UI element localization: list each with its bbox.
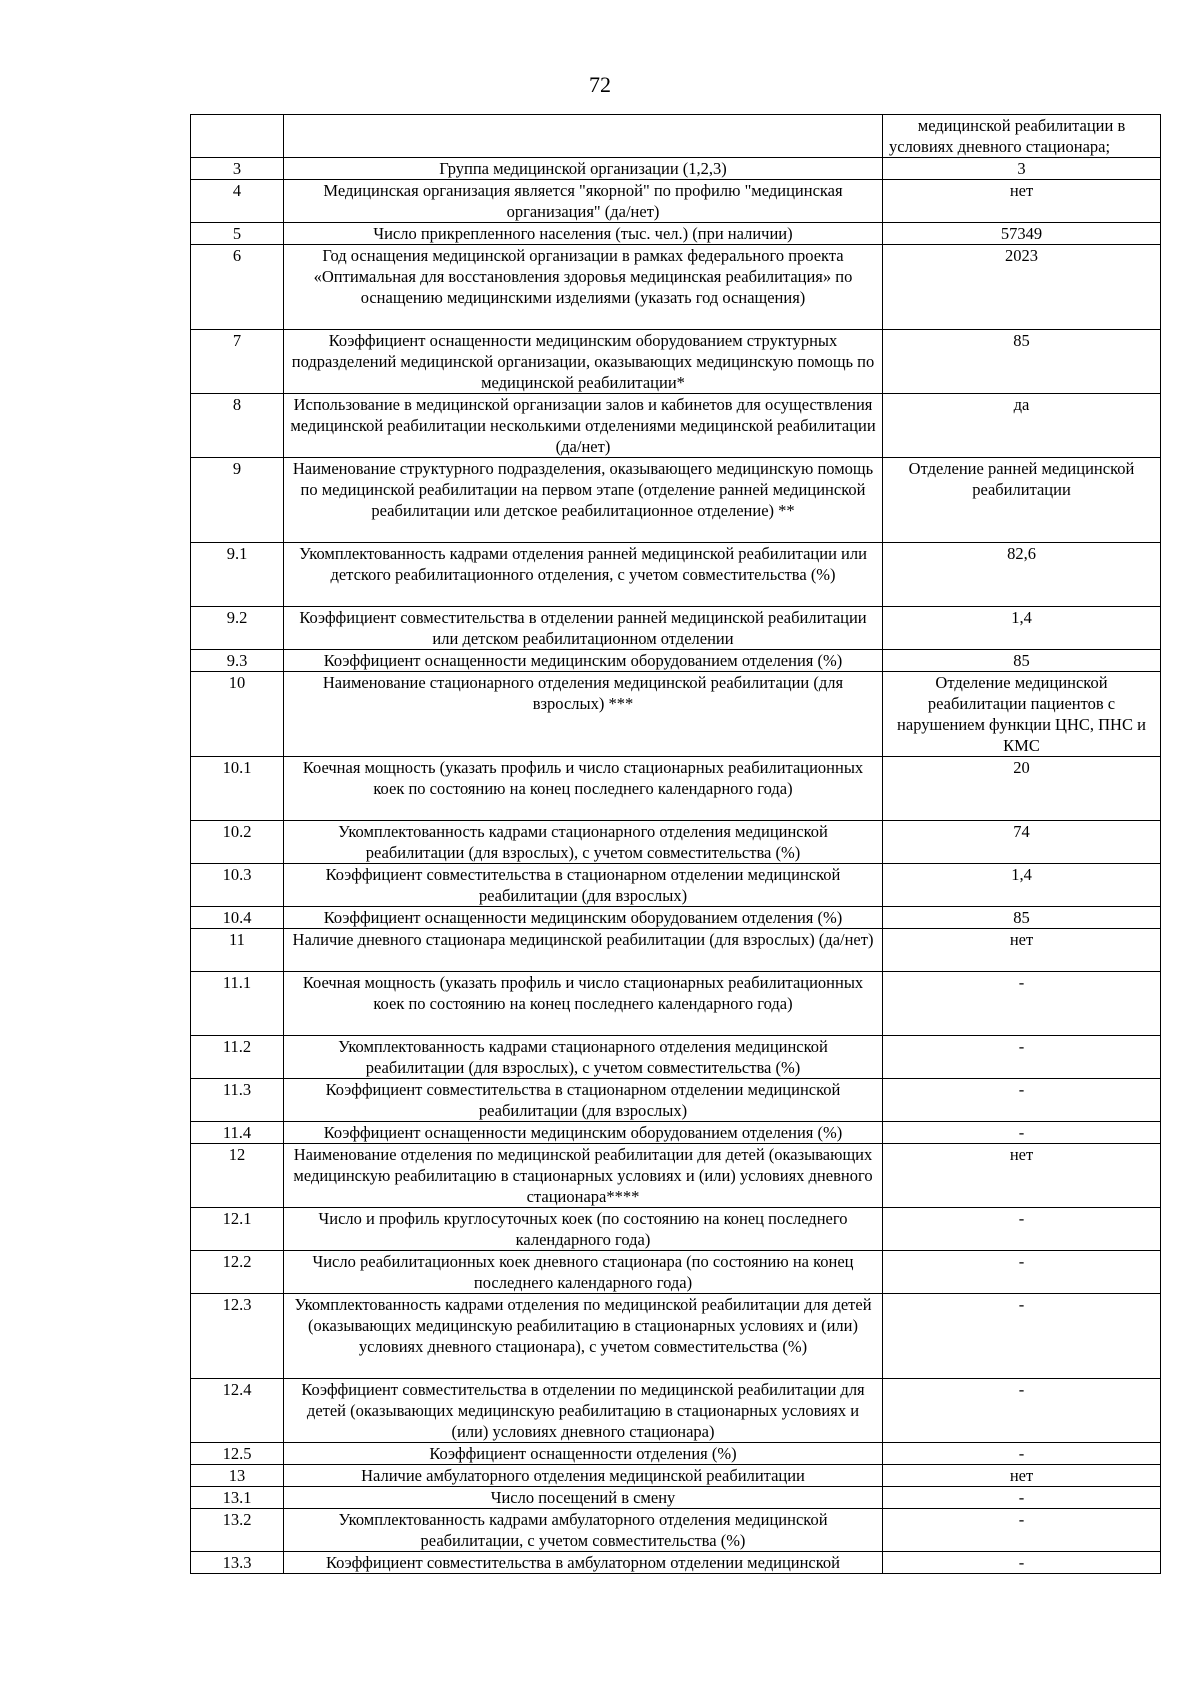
row-description-cell: Укомплектованность кадрами стационарного отделения медицинской реабилитации (для взрослых), с учетом совместительства (%)	[284, 1036, 883, 1079]
row-value-cell: 2023	[883, 245, 1161, 330]
row-value-cell: 82,6	[883, 543, 1161, 607]
row-description-cell: Укомплектованность кадрами отделения по медицинской реабилитации для детей (оказывающих медицинскую реабилитацию в стационарных условиях и (или) условиях дневного стационара), с учетом совместительства (%)	[284, 1294, 883, 1379]
row-description-cell: Медицинская организация является "якорной" по профилю "медицинская организация" (да/нет)	[284, 180, 883, 223]
row-value-cell: Отделение ранней медицинской реабилитации	[883, 458, 1161, 543]
table-row	[191, 650, 1161, 672]
row-number-cell	[191, 115, 284, 158]
table-row	[191, 1552, 1161, 1574]
row-value-cell: 1,4	[883, 607, 1161, 650]
row-description-cell: Число реабилитационных коек дневного стационара (по состоянию на конец последнего календарного года)	[284, 1251, 883, 1294]
table-row	[191, 1251, 1161, 1294]
row-value-cell: -	[883, 1509, 1161, 1552]
row-number-cell: 10.4	[191, 907, 284, 929]
row-value-cell: 85	[883, 330, 1161, 394]
row-description-cell: Укомплектованность кадрами амбулаторного отделения медицинской реабилитации, с учетом совместительства (%)	[284, 1509, 883, 1552]
table-row	[191, 543, 1161, 607]
table-row	[191, 1487, 1161, 1509]
row-number-cell: 11.4	[191, 1122, 284, 1144]
row-description-cell: Коэффициент совместительства в амбулаторном отделении медицинской	[284, 1552, 883, 1574]
row-number-cell: 12.1	[191, 1208, 284, 1251]
table-row	[191, 158, 1161, 180]
row-description-cell: Число посещений в смену	[284, 1487, 883, 1509]
row-value-cell: нет	[883, 180, 1161, 223]
table-body	[191, 115, 1161, 1574]
row-value-cell: -	[883, 1552, 1161, 1574]
row-value-cell: Отделение медицинской реабилитации пациентов с нарушением функции ЦНС, ПНС и КМС	[883, 672, 1161, 757]
row-value-cell: медицинской реабилитации в условиях дневного стационара;	[883, 115, 1161, 158]
row-value-cell: -	[883, 1443, 1161, 1465]
row-description-cell: Коэффициент оснащенности медицинским оборудованием отделения (%)	[284, 650, 883, 672]
row-number-cell: 9.2	[191, 607, 284, 650]
table-row	[191, 929, 1161, 972]
row-description-cell: Наличие амбулаторного отделения медицинской реабилитации	[284, 1465, 883, 1487]
row-description-cell: Использование в медицинской организации залов и кабинетов для осуществления медицинской реабилитации несколькими отделениями медицинской реабилитации (да/нет)	[284, 394, 883, 458]
row-description-cell: Наличие дневного стационара медицинской реабилитации (для взрослых) (да/нет)	[284, 929, 883, 972]
row-number-cell: 12	[191, 1144, 284, 1208]
table-row	[191, 1443, 1161, 1465]
row-value-cell: -	[883, 1208, 1161, 1251]
row-value-cell: -	[883, 972, 1161, 1036]
row-number-cell: 9	[191, 458, 284, 543]
row-value-cell: нет	[883, 1144, 1161, 1208]
table-row	[191, 1122, 1161, 1144]
row-number-cell: 9.3	[191, 650, 284, 672]
row-value-cell: -	[883, 1079, 1161, 1122]
row-number-cell: 11	[191, 929, 284, 972]
table-row	[191, 330, 1161, 394]
row-description-cell: Наименование стационарного отделения медицинской реабилитации (для взрослых) ***	[284, 672, 883, 757]
data-table	[190, 114, 1161, 1574]
table-row	[191, 864, 1161, 907]
table-row	[191, 757, 1161, 821]
row-number-cell: 12.5	[191, 1443, 284, 1465]
row-value-cell: да	[883, 394, 1161, 458]
table-row	[191, 394, 1161, 458]
row-description-cell: Год оснащения медицинской организации в рамках федерального проекта «Оптимальная для восстановления здоровья медицинская реабилитация» по оснащению медицинскими изделиями (указать год оснащения)	[284, 245, 883, 330]
row-value-cell: нет	[883, 929, 1161, 972]
table-row	[191, 223, 1161, 245]
row-value-cell: нет	[883, 1465, 1161, 1487]
row-description-cell: Коэффициент совместительства в отделении по медицинской реабилитации для детей (оказывающих медицинскую реабилитацию в стационарных условиях и (или) условиях дневного стационара)	[284, 1379, 883, 1443]
row-number-cell: 12.2	[191, 1251, 284, 1294]
table-row	[191, 1379, 1161, 1443]
row-description-cell: Число прикрепленного населения (тыс. чел.) (при наличии)	[284, 223, 883, 245]
row-value-cell: 74	[883, 821, 1161, 864]
table-row	[191, 458, 1161, 543]
row-value-cell: -	[883, 1036, 1161, 1079]
row-value-cell: 85	[883, 907, 1161, 929]
row-value-cell: 20	[883, 757, 1161, 821]
row-description-cell: Коечная мощность (указать профиль и число стационарных реабилитационных коек по состоянию на конец последнего календарного года)	[284, 972, 883, 1036]
row-description-cell: Коэффициент оснащенности медицинским оборудованием отделения (%)	[284, 1122, 883, 1144]
row-number-cell: 8	[191, 394, 284, 458]
row-description-cell: Укомплектованность кадрами отделения ранней медицинской реабилитации или детского реабилитационного отделения, с учетом совместительства (%)	[284, 543, 883, 607]
page-number: 72	[589, 72, 611, 97]
table-row	[191, 180, 1161, 223]
row-number-cell: 11.3	[191, 1079, 284, 1122]
row-value-cell: 85	[883, 650, 1161, 672]
row-number-cell: 6	[191, 245, 284, 330]
row-description-cell: Коэффициент оснащенности медицинским оборудованием структурных подразделений медицинской организации, оказывающих медицинскую помощь по медицинской реабилитации*	[284, 330, 883, 394]
table-row	[191, 1208, 1161, 1251]
row-number-cell: 12.4	[191, 1379, 284, 1443]
row-description-cell: Коечная мощность (указать профиль и число стационарных реабилитационных коек по состоянию на конец последнего календарного года)	[284, 757, 883, 821]
row-value-cell: -	[883, 1251, 1161, 1294]
row-description-cell: Коэффициент совместительства в отделении ранней медицинской реабилитации или детском реабилитационном отделении	[284, 607, 883, 650]
table-row	[191, 1036, 1161, 1079]
row-description-cell: Наименование структурного подразделения, оказывающего медицинскую помощь по медицинской реабилитации на первом этапе (отделение ранней медицинской реабилитации или детское реабилитационное отделение) **	[284, 458, 883, 543]
row-number-cell: 13.3	[191, 1552, 284, 1574]
row-description-cell: Группа медицинской организации (1,2,3)	[284, 158, 883, 180]
row-number-cell: 11.2	[191, 1036, 284, 1079]
row-value-cell: 3	[883, 158, 1161, 180]
row-description-cell: Укомплектованность кадрами стационарного отделения медицинской реабилитации (для взрослых), с учетом совместительства (%)	[284, 821, 883, 864]
row-number-cell: 10.3	[191, 864, 284, 907]
table-row	[191, 1465, 1161, 1487]
row-number-cell: 13.1	[191, 1487, 284, 1509]
row-number-cell: 10.2	[191, 821, 284, 864]
row-number-cell: 11.1	[191, 972, 284, 1036]
row-number-cell: 13.2	[191, 1509, 284, 1552]
row-number-cell: 9.1	[191, 543, 284, 607]
row-description-cell: Число и профиль круглосуточных коек (по состоянию на конец последнего календарного года)	[284, 1208, 883, 1251]
row-value-cell: -	[883, 1122, 1161, 1144]
table-row	[191, 972, 1161, 1036]
table-row	[191, 1079, 1161, 1122]
table-row	[191, 1294, 1161, 1379]
table-row	[191, 245, 1161, 330]
row-description-cell: Коэффициент совместительства в стационарном отделении медицинской реабилитации (для взрослых)	[284, 864, 883, 907]
table-row	[191, 607, 1161, 650]
row-description-cell: Коэффициент оснащенности медицинским оборудованием отделения (%)	[284, 907, 883, 929]
row-description-cell: Наименование отделения по медицинской реабилитации для детей (оказывающих медицинскую реабилитацию в стационарных условиях и (или) условиях дневного стационара****	[284, 1144, 883, 1208]
table-row	[191, 1509, 1161, 1552]
row-description-cell: Коэффициент совместительства в стационарном отделении медицинской реабилитации (для взрослых)	[284, 1079, 883, 1122]
row-value-cell: 1,4	[883, 864, 1161, 907]
row-number-cell: 12.3	[191, 1294, 284, 1379]
row-description-cell: Коэффициент оснащенности отделения (%)	[284, 1443, 883, 1465]
table-row	[191, 821, 1161, 864]
row-number-cell: 7	[191, 330, 284, 394]
row-value-cell: 57349	[883, 223, 1161, 245]
row-number-cell: 5	[191, 223, 284, 245]
table-row	[191, 1144, 1161, 1208]
table-row	[191, 907, 1161, 929]
table-row	[191, 672, 1161, 757]
row-number-cell: 4	[191, 180, 284, 223]
row-value-cell: -	[883, 1294, 1161, 1379]
row-number-cell: 10.1	[191, 757, 284, 821]
row-number-cell: 10	[191, 672, 284, 757]
row-value-cell: -	[883, 1487, 1161, 1509]
row-number-cell: 13	[191, 1465, 284, 1487]
row-value-cell: -	[883, 1379, 1161, 1443]
row-description-cell	[284, 115, 883, 158]
row-number-cell: 3	[191, 158, 284, 180]
table-row	[191, 115, 1161, 158]
